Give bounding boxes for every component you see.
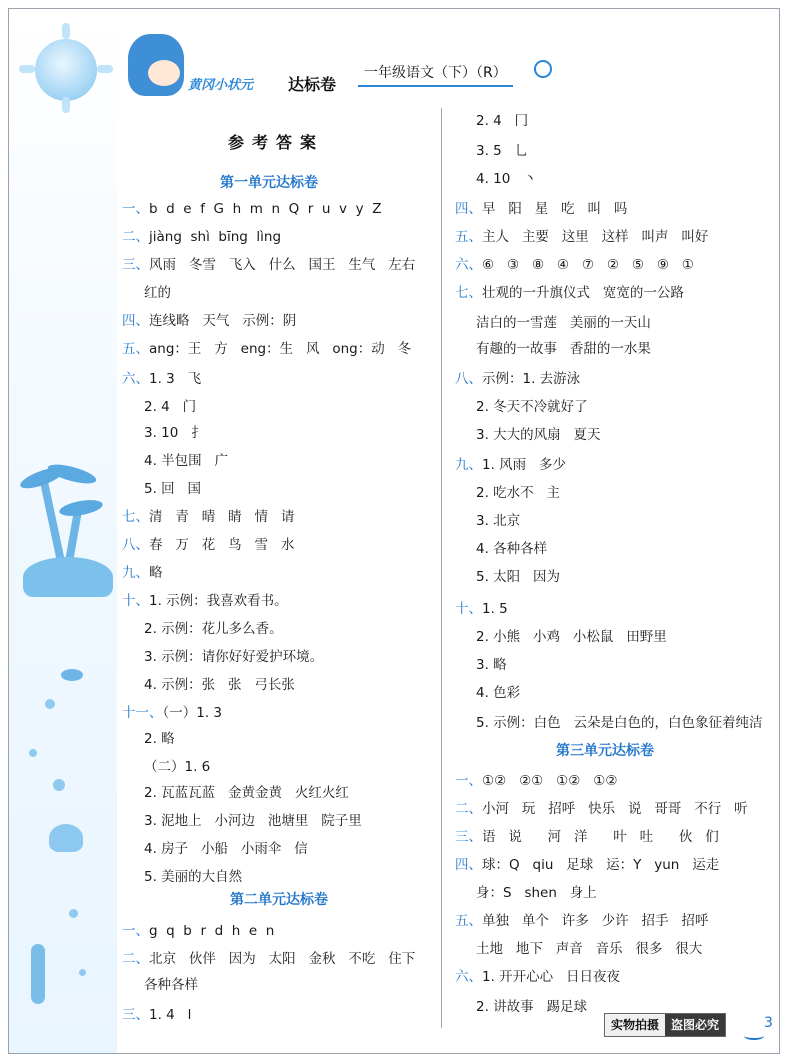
fish-icon [61,669,83,681]
answer-line [122,256,415,274]
answer-text: 示例：1. 去游泳 [482,371,581,387]
palm-tree-icon [40,479,67,569]
watermark-stamp [604,1013,726,1037]
question-number: 七、 [455,285,482,301]
answer-line [476,426,601,444]
sun-ray-icon [62,23,70,39]
answer-line [476,540,547,558]
unit-heading: 第三单元达标卷 [556,743,654,759]
page-title: 参考答案 [228,133,325,152]
question-number: 九、 [455,457,482,473]
answer-line [476,656,507,674]
question-number: 五、 [455,229,482,245]
answer-text: ⑥ ③ ⑧ ④ ⑦ ② ⑤ ⑨ ① [482,257,694,273]
answer-line [476,112,528,130]
answer-text: 2. 4 门 [144,399,197,415]
answer-line [476,340,651,358]
answer-text: 土地 地下 声音 音乐 很多 很大 [476,941,703,957]
question-number: 一、 [455,773,482,789]
answer-text: 5. 示例：白色 云朵是白色的，白色象征着纯洁 [476,715,763,731]
answer-text: 2. 吃水不 主 [476,485,561,501]
answer-text: 2. 4 冂 [476,113,529,129]
answer-text: 各种各样 [144,977,198,993]
question-number: 六、 [455,257,482,273]
answer-line [455,912,708,930]
answer-line [122,564,163,582]
answer-text: ①② ②① ①② ①② [482,773,618,789]
sun-ray-icon [97,65,113,73]
answer-text: 小河 玩 招呼 快乐 说 哥哥 不行 听 [482,801,748,817]
swirl-icon [534,60,552,78]
decorative-margin [9,9,117,1053]
answer-line [476,714,763,732]
answer-text: 1. 风雨 多少 [482,457,567,473]
answer-text: 略 [149,565,163,581]
question-number: 三、 [455,829,482,845]
answer-text: 2. 示例：花儿多么香。 [144,621,283,637]
answer-line [455,200,627,218]
answer-line [455,228,708,246]
bubble-icon [53,779,65,791]
unit-heading: 第一单元达标卷 [220,175,318,191]
question-number: 二、 [455,801,482,817]
answer-text: 4. 示例：张 张 弓长张 [144,677,295,693]
answer-text: 春 万 花 鸟 雪 水 [149,537,295,553]
answer-text: 3. 大大的风扇 夏天 [476,427,601,443]
wave-icon [744,1032,764,1040]
answer-line [144,730,175,748]
answer-text: 3. 略 [476,657,507,673]
answer-line [476,484,560,502]
answer-text: （一）1. 3 [162,705,223,721]
question-number: 四、 [455,201,482,217]
answer-text: 语 说 河 洋 叶 吐 伙 们 [482,829,719,845]
answer-text: 风雨 冬雪 飞入 什么 国王 生气 左右 [149,257,416,273]
answer-line [144,452,228,470]
column-divider [441,108,442,1028]
answer-line [476,684,520,702]
answer-line [122,592,288,610]
question-number: 四、 [455,857,482,873]
answer-text: 红的 [144,285,171,301]
answer-line [476,884,597,902]
answer-text: 1. 示例：我喜欢看书。 [149,593,288,609]
bubble-icon [79,969,86,976]
question-number: 八、 [122,537,149,553]
answer-line [144,676,295,694]
answer-line [455,828,719,846]
answer-line [455,256,694,274]
answer-line [144,648,323,666]
answer-text: 单独 单个 许多 少许 招手 招呼 [482,913,709,929]
answer-line [122,922,274,940]
answer-line [455,800,748,818]
question-number: 十、 [455,601,482,617]
page-header [118,30,558,100]
answer-text: jiàng shì bīng lìng [149,229,282,245]
answer-text: ang：王 方 eng：生 风 ong：动 冬 [149,341,412,357]
answer-line [455,600,508,618]
answer-text: 身：S shen 身上 [476,885,597,901]
answer-text: b d e f G h m n Q r u v y Z [149,201,382,217]
answer-text: 1. 4 l [149,1007,192,1023]
answer-line [144,976,198,994]
brand-logo: 黄冈小状元 [188,78,254,93]
answer-line [476,142,528,160]
answer-line [122,200,381,218]
mascot-icon [128,34,184,96]
answer-text: 3. 北京 [476,513,521,529]
question-number: 五、 [122,341,149,357]
sun-ray-icon [62,97,70,113]
answer-line [122,1006,191,1024]
answer-text: 有趣的一故事 香甜的一水果 [476,341,651,357]
answer-line [476,628,667,646]
answer-line [122,536,294,554]
answer-line [122,312,296,330]
answer-line [455,284,684,302]
answer-line [455,772,617,790]
answer-text: 2. 讲故事 踢足球 [476,999,588,1015]
jellyfish-icon [49,824,83,852]
answer-text: 清 青 晴 睛 情 请 [149,509,295,525]
question-number: 二、 [122,951,149,967]
answer-text: 4. 半包围 广 [144,453,229,469]
stamp-left: 实物拍摄 [605,1014,665,1036]
answer-line [144,868,242,886]
answer-line [144,480,201,498]
subject-label: 一年级语文（下）（R） [358,62,513,87]
sun-icon [35,39,97,101]
answer-text: 4. 房子 小船 小雨伞 信 [144,841,308,857]
answer-text: 2. 冬天不冷就好了 [476,399,588,415]
answer-line [144,424,205,442]
answer-text: g q b r d h e n [149,923,275,939]
answer-text: 4. 各种各样 [476,541,548,557]
answer-text: 3. 10 扌 [144,425,205,441]
answer-text: 北京 伙伴 因为 太阳 金秋 不吃 住下 [149,951,416,967]
answer-text: 4. 色彩 [476,685,521,701]
question-number: 三、 [122,1007,149,1023]
question-number: 九、 [122,565,149,581]
answer-text: 球：Q qiu 足球 运：Y yun 运走 [482,857,720,873]
answer-line [122,508,294,526]
answer-text: 4. 10 丶 [476,171,537,187]
answer-text: 5. 回 国 [144,481,202,497]
answer-text: 早 阳 星 吃 叫 吗 [482,201,628,217]
bubble-icon [29,749,37,757]
answer-line [144,840,308,858]
answer-text: 洁白的一雪莲 美丽的一天山 [476,315,651,331]
answer-line [122,228,281,246]
answer-text: 3. 5 乚 [476,143,529,159]
answer-line [122,950,415,968]
bubble-icon [45,699,55,709]
question-number: 一、 [122,923,149,939]
answer-text: 2. 小熊 小鸡 小松鼠 田野里 [476,629,667,645]
answer-text: 2. 瓦蓝瓦蓝 金黄金黄 火红火红 [144,785,349,801]
answer-text: 5. 美丽的大自然 [144,869,243,885]
question-number: 三、 [122,257,149,273]
answer-line [455,370,580,388]
answer-text: 1. 5 [482,601,508,617]
answer-line [455,856,719,874]
question-number: 四、 [122,313,149,329]
unit-heading: 第二单元达标卷 [230,892,328,908]
question-number: 七、 [122,509,149,525]
answer-text: 2. 略 [144,731,175,747]
page-frame [8,8,780,1054]
answer-line [122,704,222,722]
answer-text: （二）1. 6 [144,759,211,775]
question-number: 六、 [122,371,149,387]
answer-line [476,170,537,188]
seahorse-icon [31,944,45,1004]
answer-line [144,284,171,302]
question-number: 二、 [122,229,149,245]
question-number: 一、 [122,201,149,217]
answer-line [476,314,651,332]
answer-line [144,812,362,830]
brand-title: 达标卷 [288,75,337,94]
answer-line [144,398,196,416]
answer-text: 3. 泥地上 小河边 池塘里 院子里 [144,813,362,829]
question-number: 六、 [455,969,482,985]
sun-ray-icon [19,65,35,73]
answer-line [476,568,560,586]
answer-text: 3. 示例：请你好好爱护环境。 [144,649,324,665]
mascot-face-icon [148,60,180,86]
answer-line [476,940,702,958]
answer-line [476,998,587,1016]
answer-line [144,758,210,776]
answer-text: 1. 开开心心 日日夜夜 [482,969,621,985]
answer-line [455,456,566,474]
answer-line [144,620,283,638]
bubble-icon [69,909,78,918]
answer-text: 1. 3 飞 [149,371,202,387]
answer-line [476,512,520,530]
answer-text: 连线略 天气 示例：阴 [149,313,297,329]
question-number: 十、 [122,593,149,609]
palm-leaf-icon [46,461,98,487]
page-number: 3 [764,1015,773,1031]
answer-line [122,370,201,388]
answer-line [476,398,588,416]
stamp-right: 盗图必究 [665,1014,725,1036]
question-number: 五、 [455,913,482,929]
answer-text: 主人 主要 这里 这样 叫声 叫好 [482,229,709,245]
answer-text: 5. 太阳 因为 [476,569,561,585]
island-icon [23,557,113,597]
answer-text: 壮观的一升旗仪式 宽宽的一公路 [482,285,684,301]
answer-line [144,784,349,802]
question-number: 八、 [455,371,482,387]
answer-line [455,968,620,986]
answer-line [122,340,411,358]
question-number: 十一、 [122,705,163,721]
